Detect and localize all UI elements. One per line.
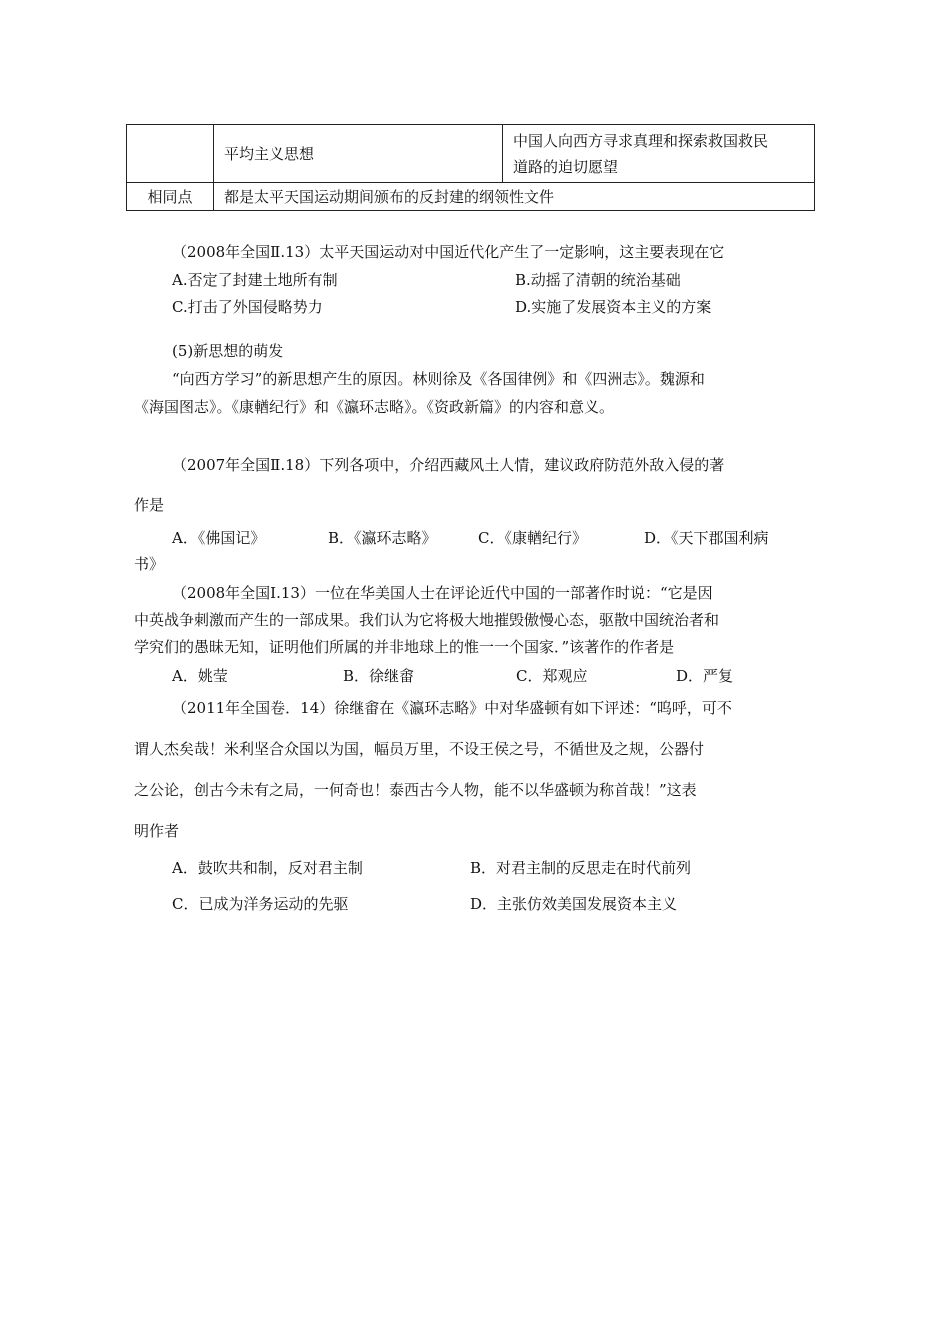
cell-line: 道路的迫切愿望 (513, 157, 619, 176)
option-d: D.实施了发展资本主义的方案 (515, 298, 712, 316)
comparison-table (126, 124, 815, 211)
option-b: B.动摇了清朝的统治基础 (515, 271, 681, 289)
option-b: B．对君主制的反思走在时代前列 (470, 859, 692, 877)
question-stem: 学究们的愚昧无知，证明他们所属的并非地球上的惟一一个国家．”该著作的作者是 (134, 638, 675, 656)
question-stem: 明作者 (134, 822, 180, 840)
option-a: A.否定了封建土地所有制 (172, 271, 338, 289)
question-stem: （2011年全国卷．14）徐继畬在《瀛环志略》中对华盛顿有如下评述：“呜呼，可不 (172, 699, 732, 717)
question-stem: （2008年全国Ⅰ.13）一位在华美国人士在评论近代中国的一部著作时说：“它是因 (172, 584, 713, 602)
question-stem: 作是 (134, 496, 165, 514)
option-c: C.打击了外国侵略势力 (172, 298, 323, 316)
option-c: C．已成为洋务运动的先驱 (172, 895, 349, 913)
section-heading: (5)新思想的萌发 (172, 342, 284, 360)
option-d: D．严复 (676, 667, 734, 685)
option-a: A．鼓吹共和制，反对君主制 (172, 859, 363, 877)
question-stem: （2008年全国Ⅱ.13）太平天国运动对中国近代化产生了一定影响，这主要表现在它 (172, 243, 725, 261)
option-a: A．姚莹 (172, 667, 228, 685)
table-cell (127, 125, 214, 183)
option-c: C．郑观应 (516, 667, 588, 685)
question-stem: （2007年全国Ⅱ.18）下列各项中，介绍西藏风土人情，建议政府防范外敌入侵的著 (172, 456, 725, 474)
question-stem: 之公论，创古今未有之局，一何奇也！泰西古今人物，能不以华盛顿为称首哉！”这表 (134, 781, 697, 799)
table-row (127, 125, 815, 183)
table-cell: 都是太平天国运动期间颁布的反封建的纲领性文件 (214, 183, 815, 211)
option-c: C．《康輶纪行》 (478, 529, 587, 547)
table-cell (503, 125, 815, 183)
cell-line: 中国人向西方寻求真理和探索救国救民 (513, 131, 769, 150)
option-b: B．徐继畬 (343, 667, 415, 685)
table-row (127, 183, 815, 211)
question-stem: 谓人杰矣哉！米利坚合众国以为国，幅员万里，不设王侯之号，不循世及之规，公器付 (134, 740, 705, 758)
option-d-continued: 书》 (134, 555, 165, 573)
option-d: D．《天下郡国利病 (644, 529, 769, 547)
table-cell-label: 相同点 (127, 183, 214, 211)
section-text: “向西方学习”的新思想产生的原因。林则徐及《各国律例》和《四洲志》。魏源和 (172, 370, 705, 388)
table-cell: 平均主义思想 (214, 125, 503, 183)
question-stem: 中英战争刺激而产生的一部成果。我们认为它将极大地摧毁傲慢心态，驱散中国统治者和 (134, 611, 720, 629)
option-b: B．《瀛环志略》 (328, 529, 437, 547)
section-text: 《海国图志》。《康輶纪行》和《瀛环志略》。《资政新篇》的内容和意义。 (134, 398, 615, 416)
option-a: A．《佛国记》 (172, 529, 266, 547)
option-d: D．主张仿效美国发展资本主义 (470, 895, 678, 913)
